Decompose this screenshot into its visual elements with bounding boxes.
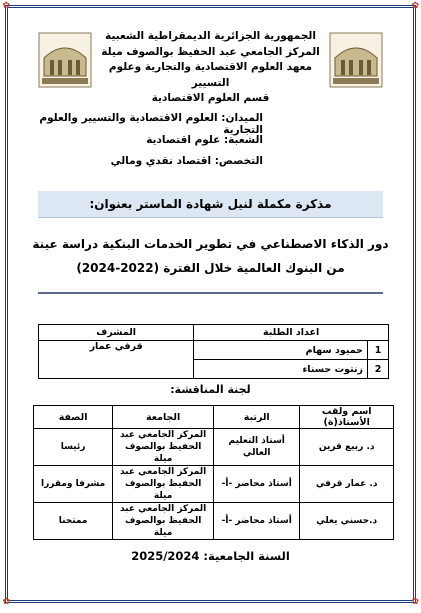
students-header: اعداد الطلبة: [194, 325, 389, 341]
student-name: زنتوت حسناء: [194, 360, 368, 379]
students-table: [38, 324, 389, 379]
member-university: المركز الجامعي عبد الحفيظ بوالصوف ميلة: [113, 466, 214, 503]
member-university: المركز الجامعي عبد الحفيظ بوالصوف ميلة: [113, 429, 214, 466]
memo-heading: مذكرة مكملة لنيل شهادة الماستر بعنوان:: [38, 191, 383, 218]
corner-ornament: ✿: [411, 597, 419, 607]
corner-ornament: ✿: [2, 597, 10, 607]
col-header-role: الصفة: [34, 406, 113, 429]
member-name: د. ربيع قرين: [300, 429, 394, 466]
field-line: الميدان: العلوم الاقتصادية والتسيير والعلوم التجارية: [39, 112, 263, 136]
institution-header: [96, 29, 325, 107]
table-row: [39, 341, 389, 360]
branch-line: الشعبة: علوم اقتصادية: [146, 134, 263, 146]
university-logo-right: [329, 32, 383, 88]
table-row: [34, 503, 394, 540]
academic-year: السنة الجامعية: 2025/2024: [131, 549, 290, 563]
student-number: 1: [368, 341, 389, 360]
corner-ornament: ✿: [2, 1, 10, 11]
table-row: [34, 429, 394, 466]
member-role: رئيسا: [34, 429, 113, 466]
header-line: المركز الجامعي عبد الحفيظ بوالصوف ميلة: [101, 45, 320, 58]
header-line: الجمهورية الجزائرية الديمقراطية الشعبية: [105, 30, 316, 42]
thesis-title: دور الذكاء الاصطناعي في تطوير الخدمات البنكية دراسة عينة من البنوك العالمية خلال الفترة (2022-2024): [32, 237, 389, 275]
committee-title: لجنة المناقشة:: [170, 383, 251, 396]
member-university: المركز الجامعي عبد الحفيظ بوالصوف ميلة: [113, 503, 214, 540]
member-rank: أستاذ محاضر -أ-: [214, 466, 300, 503]
table-row: [34, 466, 394, 503]
divider: [38, 292, 383, 294]
member-rank: أستاذ التعليم العالي: [214, 429, 300, 466]
member-name: د. عمار قرفي: [300, 466, 394, 503]
supervisor-header: المشرف: [39, 325, 194, 341]
member-role: مشرفا ومقررا: [34, 466, 113, 503]
col-header-name: اسم ولقب الأستاذ(ة): [300, 406, 394, 429]
header-line: قسم العلوم الاقتصادية: [151, 92, 270, 104]
committee-table: [33, 405, 394, 540]
member-role: ممتحنا: [34, 503, 113, 540]
col-header-university: الجامعة: [113, 406, 214, 429]
member-rank: أستاذ محاضر -أ-: [214, 503, 300, 540]
cover-page: [2, 1, 419, 607]
student-number: 2: [368, 360, 389, 379]
member-name: د.حسني يعلي: [300, 503, 394, 540]
supervisor-name: قرفي عمار: [39, 341, 194, 379]
corner-ornament: ✿: [411, 1, 419, 11]
student-name: حميود سهام: [194, 341, 368, 360]
header-line: معهد العلوم الاقتصادية والتجارية وعلوم التسيير: [108, 61, 313, 89]
specialty-line: التخصص: اقتصاد نقدي ومالي: [110, 155, 263, 167]
university-logo-left: [38, 32, 92, 88]
col-header-rank: الرتبة: [214, 406, 300, 429]
